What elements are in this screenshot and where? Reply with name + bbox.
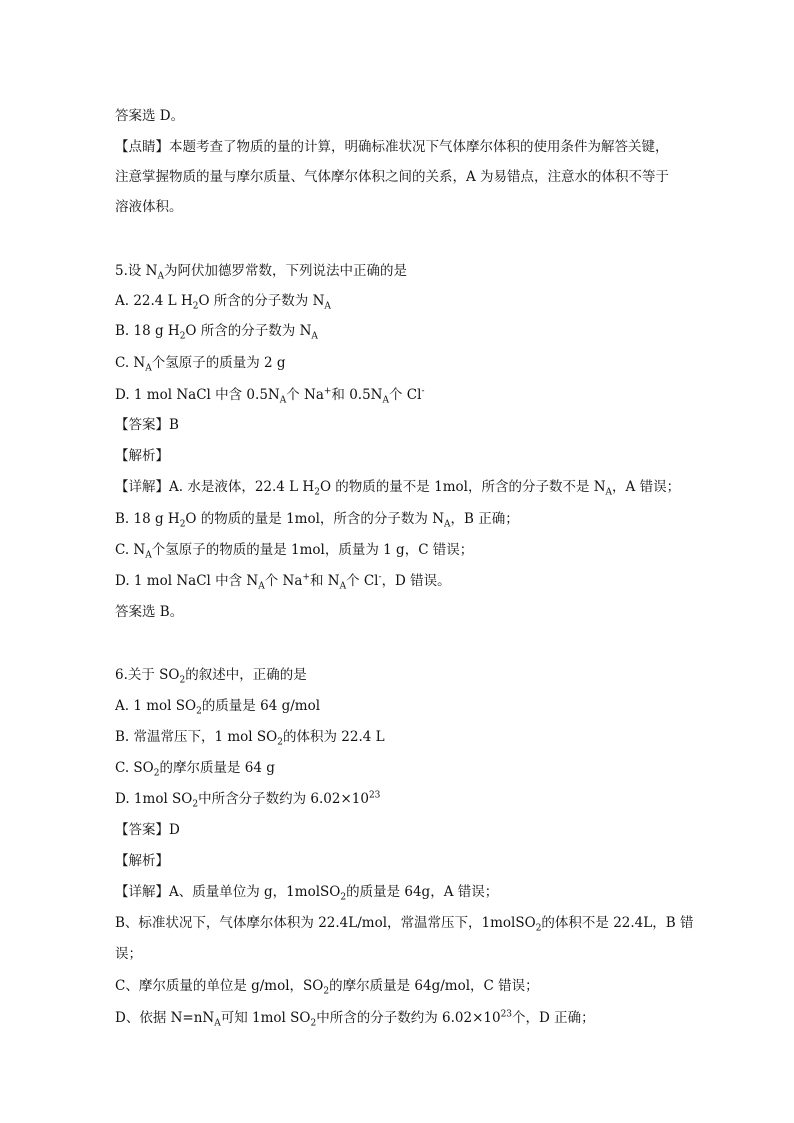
dianjing-line-2: 注意掌握物质的量与摩尔质量、气体摩尔体积之间的关系，A 为易错点，注意水的体积不等于 xyxy=(115,169,670,185)
q6-option-a: A. 1 mol $SO_2$的质量是 64 g/mol xyxy=(115,698,321,717)
q5-detail-1: 【详解】A. 水是液体，22.4 L $H_2O$ 的物质的量不是 1mol，所含的分子数不是 $N_A$，A 错误； xyxy=(115,479,681,498)
q6-detail-3: 误； xyxy=(115,946,142,962)
q6-option-b: B. 常温常压下，1 mol $SO_2$的体积为 22.4 L xyxy=(115,729,385,748)
dianjing-line-1: 【点睛】本题考查了物质的量的计算，明确标准状况下气体摩尔体积的使用条件为解答关键， xyxy=(115,139,669,155)
q6-stem: 6.关于 $SO_2$的叙述中，正确的是 xyxy=(115,667,307,686)
q5-option-d: D. 1 mol NaCl 中含 $0.5N_A$个 Na+和 $0.5N_A$个 Cl- xyxy=(115,386,425,406)
dianjing-line-3: 溶液体积。 xyxy=(115,199,183,215)
q6-detail-2: B、标准状况下，气体摩尔体积为 22.4L/mol，常温常压下，1molSO$_2$的体积不是 22.4L，B 错 xyxy=(115,915,694,934)
q5-option-b: B. 18 g $H_2O$ 所含的分子数为 $N_A$ xyxy=(115,323,318,342)
q6-detail-4: C、摩尔质量的单位是 g/mol，$SO_2$的摩尔质量是 64g/mol，C 错误； xyxy=(115,978,539,997)
q6-detail-5: D、依据 $N=nN_A$可知 1mol $SO_2$中所含的分子数约为 $6.02\times 10^{23}$个，D 正确； xyxy=(115,1009,595,1029)
q5-detail-3: C. $N_A$个氢原子的物质的量是 1mol，质量为 1 g，C 错误； xyxy=(115,542,474,561)
q6-answer: 【答案】D xyxy=(115,822,180,838)
q5-answer: 【答案】B xyxy=(115,417,179,433)
q6-analysis-label: 【解析】 xyxy=(115,853,169,869)
q5-stem: 5.设 $N_A$为阿伏加德罗常数，下列说法中正确的是 xyxy=(115,263,407,282)
q6-option-c: C. $SO_2$的摩尔质量是 64 g xyxy=(115,760,275,779)
q5-conclusion: 答案选 B。 xyxy=(115,604,184,620)
q5-analysis-label: 【解析】 xyxy=(115,448,169,464)
q5-detail-2: B. 18 g $H_2O$ 的物质的量是 1mol，所含的分子数为 $N_A$，B 正确； xyxy=(115,511,519,530)
q6-option-d: D. 1mol $SO_2$中所含分子数约为 $6.02\times 10^{23}$ xyxy=(115,790,381,810)
previous-answer-line: 答案选 D。 xyxy=(115,108,185,124)
q5-option-a: A. 22.4 L $H_2O$ 所含的分子数为 $N_A$ xyxy=(115,293,331,312)
q6-detail-1: 【详解】A、质量单位为 g，1molSO$_2$的质量是 64g，A 错误； xyxy=(115,884,499,903)
q5-detail-4: D. 1 mol NaCl 中含 $N_A$个 Na+和 $N_A$个 Cl-，D 错误。 xyxy=(115,572,451,592)
q5-option-c: C. $N_A$个氢原子的质量为 2 g xyxy=(115,355,286,374)
